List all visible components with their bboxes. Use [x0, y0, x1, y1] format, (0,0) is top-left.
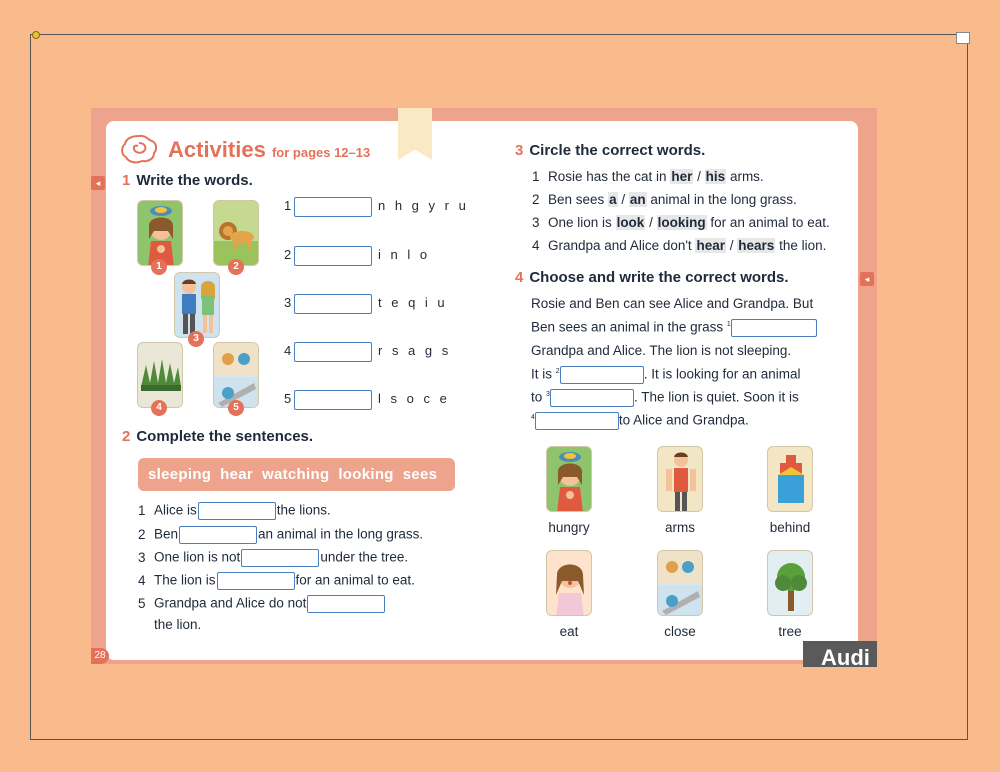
answer-box[interactable] — [294, 294, 372, 314]
word-option[interactable]: look — [616, 215, 645, 230]
option-word: hungry — [548, 520, 590, 535]
answer-box[interactable] — [294, 342, 372, 362]
word-option[interactable]: an — [629, 192, 646, 207]
option-behind-picture — [767, 446, 813, 512]
picture-badge: 5 — [228, 400, 244, 416]
audio-button[interactable]: Audi — [803, 641, 877, 667]
answer-box[interactable] — [198, 502, 276, 520]
option-word: close — [664, 624, 696, 639]
ex4-line: Ben sees an animal in the grass $^1$ — [531, 319, 817, 337]
close-picture — [213, 342, 259, 408]
word-option[interactable]: looking — [657, 215, 706, 230]
option-hungry-picture — [546, 446, 592, 512]
gap-4-box[interactable] — [535, 412, 619, 430]
ex4-line: It is $^2$ . It is looking for an animal — [531, 366, 801, 384]
ex3-item: 3 One lion is look / looking for an animal to eat. — [532, 215, 830, 230]
lion-picture — [213, 200, 259, 266]
ex4-line: Rosie and Ben can see Alice and Grandpa. But — [531, 296, 814, 311]
ex1-row: 3 t e q i u — [284, 294, 448, 314]
answer-box[interactable] — [217, 572, 295, 590]
boy-girl-picture — [174, 272, 220, 338]
ex3-item: 2 Ben sees a / an animal in the long grass. — [532, 192, 797, 207]
page-number: 28 — [91, 648, 109, 664]
ex1-row: 2 i n l o — [284, 246, 430, 266]
answer-box[interactable] — [294, 246, 372, 266]
ex3-item: 1 Rosie has the cat in her / his arms. — [532, 169, 764, 184]
ex2-sentence: 3 One lion is not under the tree. — [138, 549, 408, 567]
picture-badge: 4 — [151, 400, 167, 416]
ex4-heading: 4 Choose and write the correct words. — [515, 269, 789, 286]
word-option[interactable]: her — [671, 169, 693, 184]
ex2-sentence: 5 Grandpa and Alice do not — [138, 595, 386, 613]
grass-picture — [137, 342, 183, 408]
gap-1-box[interactable] — [731, 319, 817, 337]
answer-box[interactable] — [307, 595, 385, 613]
ex1-heading: 1 Write the words. — [122, 172, 253, 189]
title-main: Activities — [168, 137, 266, 162]
ex2-heading: 2 Complete the sentences. — [122, 428, 314, 445]
picture-badge: 1 — [151, 259, 167, 275]
answer-box[interactable] — [294, 390, 372, 410]
title-sub: for pages 12–13 — [271, 145, 371, 160]
ex2-sentence-continuation: the lion. — [154, 617, 202, 632]
answer-box[interactable] — [179, 526, 257, 544]
word-option[interactable]: hear — [696, 238, 725, 253]
option-arms-picture — [657, 446, 703, 512]
hungry-girl-picture — [137, 200, 183, 266]
ex1-row: 5 l s o c e — [284, 390, 450, 410]
left-nav-tab-icon: ◂ — [91, 176, 105, 190]
option-word: arms — [665, 520, 695, 535]
answer-box[interactable] — [294, 197, 372, 217]
ex1-row: 4 r s a g s — [284, 342, 451, 362]
option-tree-picture — [767, 550, 813, 616]
option-word: behind — [769, 520, 811, 535]
option-word: tree — [778, 624, 802, 639]
pin-icon — [32, 31, 40, 39]
word-option[interactable]: hears — [738, 238, 775, 253]
ex3-heading: 3 Circle the correct words. — [515, 142, 706, 159]
ex4-line: $^4$ to Alice and Grandpa. — [531, 412, 749, 430]
page-curl-icon — [956, 32, 970, 44]
option-close-picture — [657, 550, 703, 616]
ex3-item: 4 Grandpa and Alice don't hear / hears the lion. — [532, 238, 827, 253]
option-word: eat — [559, 624, 579, 639]
ex2-sentence: 4 The lion is for an animal to eat. — [138, 572, 415, 590]
gap-2-box[interactable] — [560, 366, 644, 384]
gap-3-box[interactable] — [550, 389, 634, 407]
word-option[interactable]: his — [705, 169, 726, 184]
word-option[interactable]: a — [609, 192, 617, 207]
ex4-line: to $^3$ . The lion is quiet. Soon it is — [531, 389, 799, 407]
activities-swirl-icon — [120, 134, 158, 164]
option-eat-picture — [546, 550, 592, 616]
picture-badge: 2 — [228, 259, 244, 275]
picture-badge: 3 — [188, 331, 204, 347]
right-nav-tab-icon: ◂ — [860, 272, 874, 286]
page-title — [168, 137, 370, 163]
word-bank: sleeping hear watching looking sees — [138, 458, 455, 491]
ex2-sentence: 1 Alice is the lions. — [138, 502, 331, 520]
ex4-line: Grandpa and Alice. The lion is not sleeping. — [531, 343, 792, 358]
answer-box[interactable] — [241, 549, 319, 567]
ex2-sentence: 2 Ben an animal in the long grass. — [138, 526, 423, 544]
ex1-row: 1 n h g y r u — [284, 197, 469, 217]
